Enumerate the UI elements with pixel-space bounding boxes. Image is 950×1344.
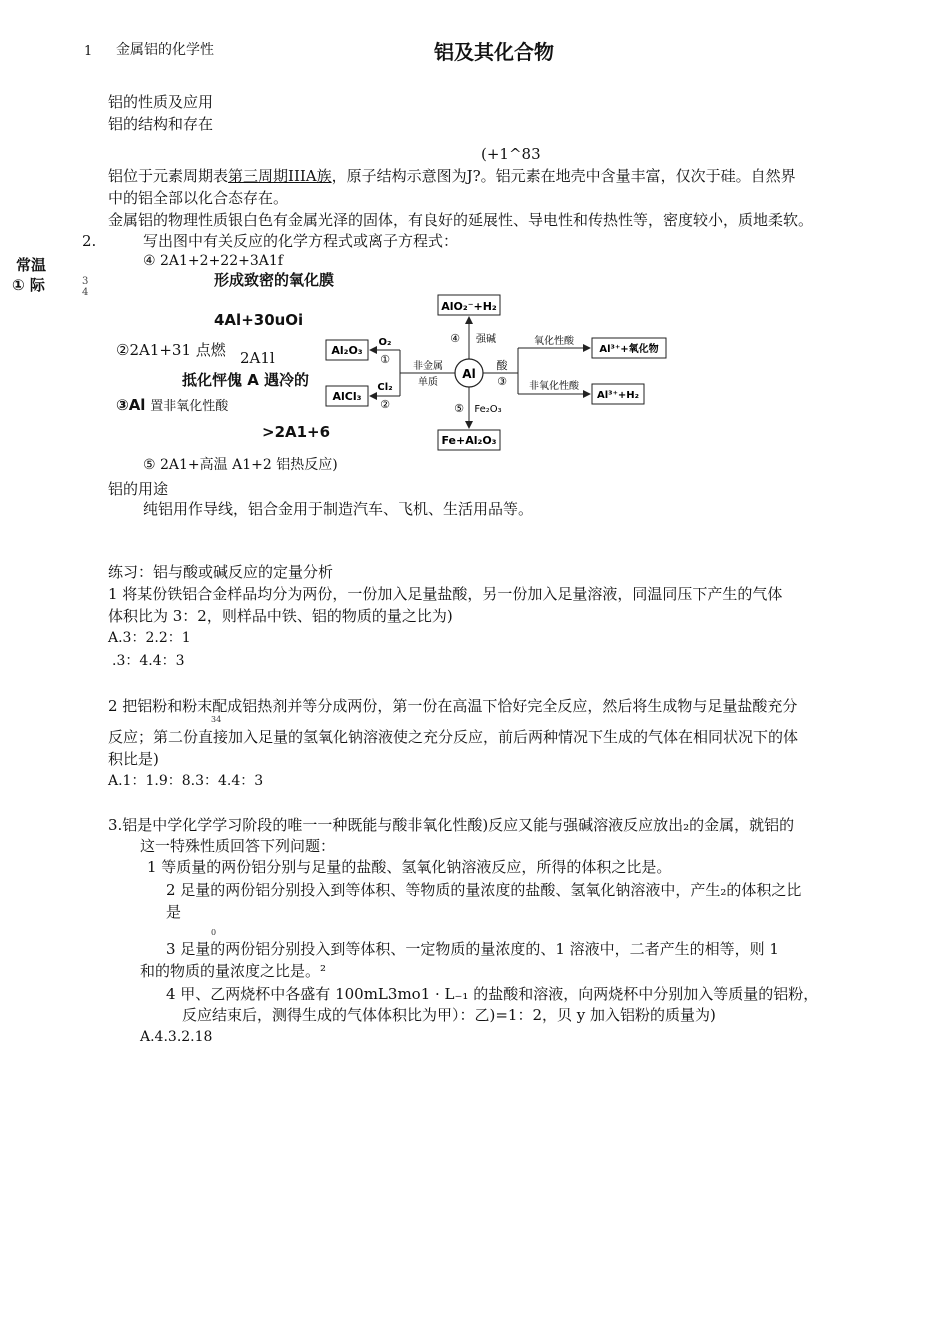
bottom-box-label: Fe+Al₂O₃ — [441, 434, 497, 447]
small-mark: 34 — [211, 715, 222, 724]
reaction-5: ⑤ 2A1+高温 A1+2 铝热反应) — [143, 457, 338, 473]
circle-4: ④ — [450, 332, 460, 345]
question-3-sub3-line2: 和的物质的量浓度之比是。² — [140, 962, 327, 980]
reaction-fragment: 2A1l — [240, 349, 275, 367]
question-1-options-1: A.3：2.2：1 — [108, 630, 191, 646]
aluminum-reaction-diagram — [318, 290, 678, 452]
question-3-sub1: 1 等质量的两份铝分别与足量的盐酸、氢氧化钠溶液反应，所得的体积之比是。 — [147, 858, 672, 876]
question-2-line1: 2 把铝粉和粉末配成铝热剂并等分成两份，第一份在高温下恰好完全反应，然后将生成物与足量盐酸充分 — [108, 697, 798, 715]
question-3-sub2-line2: 是 — [166, 903, 182, 921]
question-3-options: A.4.3.2.18 — [140, 1029, 213, 1045]
paragraph-structure-line2: 中的铝全部以化合态存在。 — [108, 189, 289, 207]
circle-1: ① — [380, 353, 390, 366]
al-center-label: Al — [462, 367, 476, 381]
text-run: ，原子结构示意图为J?。铝元素在地壳中含量丰富，仅次于硅。自然界 — [331, 167, 796, 185]
question-3-sub3-line1: 3 足量的两份铝分别投入到等体积、一定物质的量浓度的、1 溶液中，二者产生的相等，则 1 — [166, 940, 779, 958]
section-heading: 铝的性质及应用 — [108, 93, 214, 111]
item-number: 2. — [82, 232, 97, 250]
question-1-line1: 1 将某份铁铝合金样品均分为两份，一份加入足量盐酸，另一份加入足量溶液，同温同压下产生的气体 — [108, 585, 783, 603]
reactions-prompt: 写出图中有关反应的化学方程式或离子方程式： — [143, 232, 459, 250]
question-1-line2: 体积比为 3：2，则样品中铁、铝的物质的量之比为) — [108, 607, 453, 625]
nonmetal-label: 非金属 — [413, 361, 443, 372]
circle-5: ⑤ — [454, 402, 464, 415]
side-label-changwen: 常温 — [16, 256, 47, 274]
o2-label: O₂ — [378, 337, 392, 348]
question-1-options-2: .3：4.4：3 — [112, 653, 185, 669]
side-digit: 3 — [82, 276, 89, 287]
question-3-line1: 3.铝是中学化学学习阶段的唯一一种既能与酸非氧化性酸)反应又能与强碱溶液反应放出₂的金属，就铝的 — [108, 816, 795, 834]
question-3-line2: 这一特殊性质回答下列问题： — [140, 837, 336, 855]
strong-base-label: 强碱 — [476, 334, 496, 345]
subsection-heading: 铝的结构和存在 — [108, 115, 214, 133]
header-number: 1 — [84, 44, 93, 59]
uses-heading: 铝的用途 — [108, 480, 169, 498]
question-2-options: A.1：1.9：8.3：4.4：3 — [108, 773, 264, 789]
reaction-3-text: 置非氧化性酸 — [150, 399, 229, 414]
oxidizing-acid-label: 氧化性酸 — [534, 336, 574, 347]
right-top-box-label: Al³⁺+氧化物 — [599, 344, 659, 355]
left-bottom-box-label: AlCl₃ — [332, 390, 362, 403]
reaction-fragment: 4Al+30uOi — [214, 311, 304, 329]
atom-fragment: (+1^83 — [481, 145, 541, 163]
oxide-film-label: 形成致密的氧化膜 — [214, 271, 335, 289]
side-digit: 4 — [82, 287, 89, 298]
reaction-fragment: >2A1+6 — [262, 423, 331, 441]
question-3-sub2-line1: 2 足量的两份铝分别投入到等体积、等物质的量浓度的盐酸、氢氧化钠溶液中，产生₂的体积之比 — [166, 881, 802, 899]
cl2-label: Cl₂ — [377, 382, 393, 393]
practice-heading: 练习：铝与酸或碱反应的定量分析 — [108, 563, 334, 581]
question-2-line3: 积比是) — [108, 750, 159, 768]
side-label-ji: ① 际 — [12, 276, 45, 294]
reaction-3 — [116, 396, 228, 415]
reaction-3-label: ③Al — [116, 396, 146, 414]
top-box-label: AlO₂⁻+H₂ — [441, 300, 497, 313]
circle-3: ③ — [497, 375, 507, 388]
reaction-4: ④ 2A1+2+22+3A1f — [143, 253, 283, 269]
small-mark: 0 — [211, 928, 217, 937]
circle-2: ② — [380, 398, 390, 411]
paragraph-structure — [108, 167, 796, 185]
header-heading: 金属铝的化学性 — [116, 42, 214, 58]
right-bottom-box-label: Al³⁺+H₂ — [597, 390, 639, 401]
nonoxidizing-acid-label: 非氧化性酸 — [529, 381, 579, 392]
acid-label: 酸 — [496, 359, 508, 372]
element-label: 单质 — [418, 377, 438, 388]
paragraph-physical: 金属铝的物理性质银白色有金属光泽的固体，有良好的延展性、导电性和传热性等，密度较小，质地柔软。 — [108, 211, 814, 229]
reaction-2: ②2A1+31 点燃 — [116, 341, 226, 359]
uses-text: 纯铝用作导线，铝合金用于制造汽车、飞机、生活用品等。 — [143, 500, 534, 518]
page-title: 铝及其化合物 — [434, 40, 554, 64]
left-top-box-label: Al₂O₃ — [331, 344, 363, 357]
question-3-sub4-line1: 4 甲、乙两烧杯中各盛有 100mL3mo1 · L₋₁ 的盐酸和溶液，向两烧杯中分别加入等质量的铝粉， — [166, 985, 819, 1003]
passivation-label: 抵化怦傀 A 遇冷的 — [182, 371, 310, 389]
question-2-line2: 反应；第二份直接加入足量的氢氧化钠溶液使之充分反应，前后两种情况下生成的气体在相同状况下的体 — [108, 728, 799, 746]
underlined-text: 第三周期IIIA族 — [228, 167, 332, 185]
question-3-sub4-line2: 反应结束后，测得生成的气体体积比为甲）：乙)=1：2，贝 y 加入铝粉的质量为) — [182, 1006, 716, 1024]
fe2o3-label: Fe₂O₃ — [474, 404, 502, 415]
text-run: 铝位于元素周期表 — [108, 167, 229, 185]
